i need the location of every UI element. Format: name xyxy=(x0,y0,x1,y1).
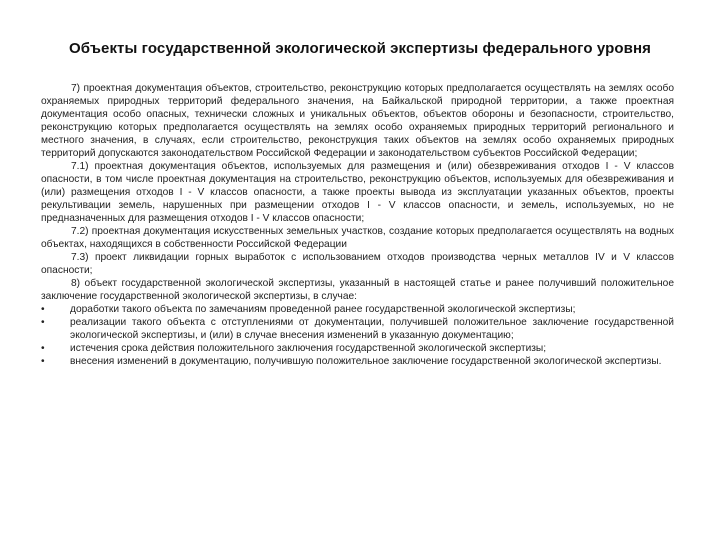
slide-title: Объекты государственной экологической экспертизы федерального уровня xyxy=(69,40,651,57)
slide-body xyxy=(41,82,674,368)
bullet-item xyxy=(41,342,674,355)
bullet-icon: • xyxy=(41,343,45,354)
bullet-item xyxy=(41,303,674,316)
bullet-text: реализации такого объекта с отступлениями от документации, получившей положительное заключение государственной экологической экспертизы, и (или) в случае внесения изменений в указанную документацию; xyxy=(70,317,674,341)
bullet-icon: • xyxy=(41,304,45,315)
paragraph-item-7-1: 7.1) проектная документация объектов, используемых для размещения и (или) обезвреживания отходов I - V классов опасности, в том числе проектная документация на строительство, реконструкцию объектов, используемых для обезвреживания и (или) размещения отходов I - V классов опасности, а также проекты вывода из эксплуатации указанных объектов, проекты рекультивации земель, нарушенных при размещении отходов I - V классов опасности, и земель, используемых, но не предназначенных для размещения отходов I - V классов опасности; xyxy=(41,161,674,224)
bullet-list xyxy=(41,303,674,368)
bullet-item xyxy=(41,316,674,342)
bullet-icon: • xyxy=(41,356,45,367)
paragraph-item-8: 8) объект государственной экологической экспертизы, указанный в настоящей статье и ранее получивший положительное заключение государственной экологической экспертизы, в случае: xyxy=(41,278,674,302)
paragraph-item-7-3: 7.3) проект ликвидации горных выработок с использованием отходов производства черных металлов IV и V классов опасности; xyxy=(41,252,674,276)
bullet-item xyxy=(41,355,674,368)
bullet-text: внесения изменений в документацию, получившую положительное заключение государственной экологической экспертизы. xyxy=(70,356,662,367)
bullet-text: доработки такого объекта по замечаниям проведенной ранее государственной экологической экспертизы; xyxy=(70,304,576,315)
bullet-icon: • xyxy=(41,317,45,328)
paragraph-item-7-2: 7.2) проектная документация искусственных земельных участков, создание которых предполагается осуществлять на водных объектах, находящихся в собственности Российской Федерации xyxy=(41,226,674,250)
paragraph-item-7: 7) проектная документация объектов, строительство, реконструкцию которых предполагается осуществлять на землях особо охраняемых природных территорий федерального значения, на Байкальской природной территории, а также проектная документация особо опасных, технически сложных и уникальных объектов, объектов обороны и безопасности, строительство, реконструкцию которых предполагается осуществлять на землях особо охраняемых природных территорий регионального и местного значения, в случаях, если строительство, реконструкция таких объектов на землях особо охраняемых природных территорий допускаются законодательством Российской Федерации и законодательством субъектов Российской Федерации; xyxy=(41,83,674,159)
bullet-text: истечения срока действия положительного заключения государственной экологической экспертизы; xyxy=(70,343,547,354)
